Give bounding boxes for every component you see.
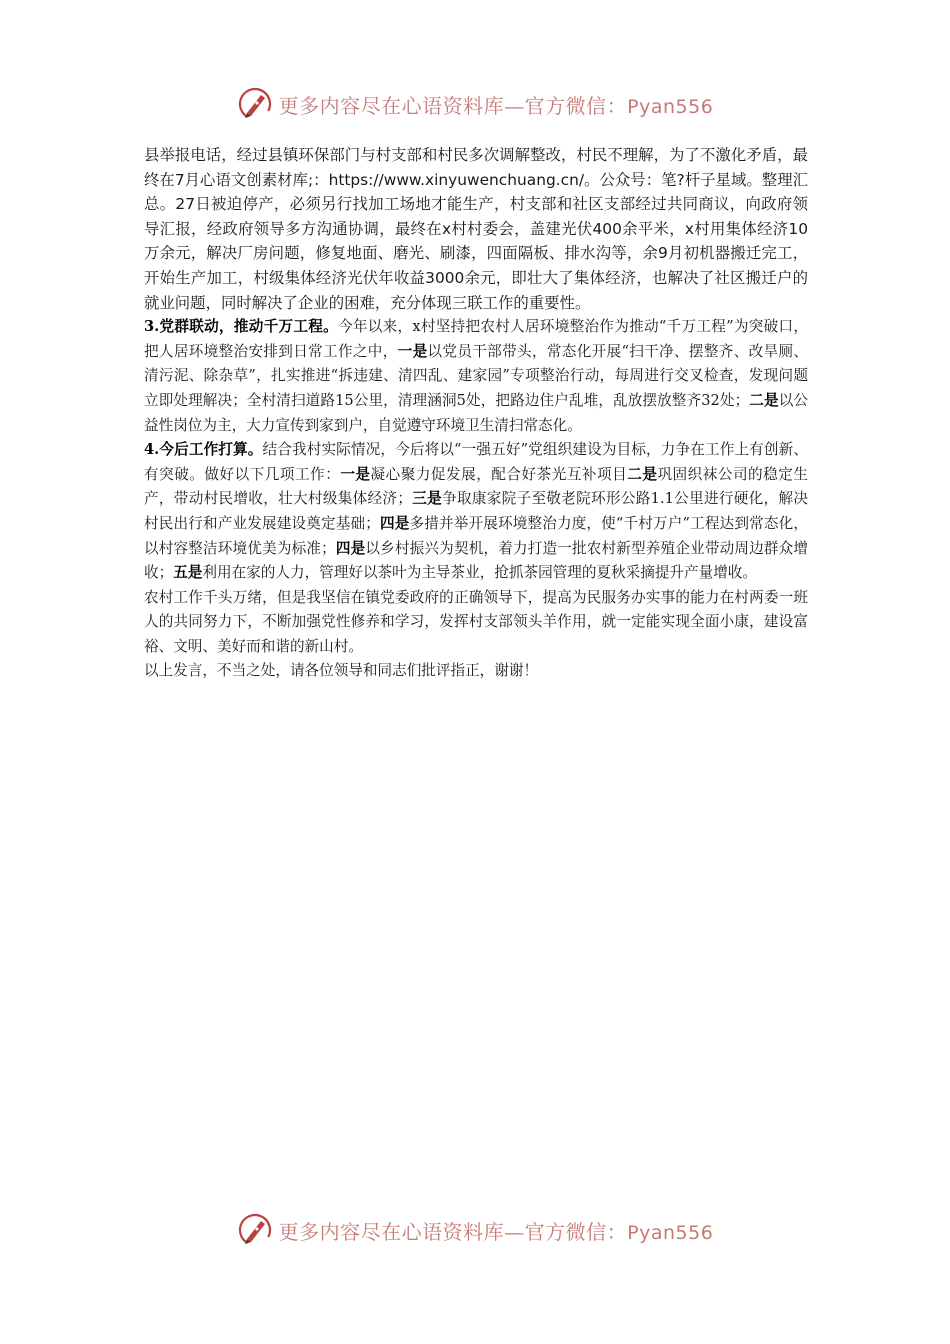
text-run: 巩固织袜公司的稳定生产，带动村民增收，壮大村级集体经济； bbox=[144, 465, 808, 508]
text-run: 争取康家院子至敬老院环形公路1.1公里进行硬化，解决村民出行和产业发展建设奠定基础； bbox=[144, 490, 808, 532]
bold-run: 4.今后工作打算。 bbox=[144, 441, 263, 459]
text-run: 利用在家的人力，管理好以茶叶为主导茶业，抢抓茶园管理的夏秋采摘提升产量增收。 bbox=[202, 564, 757, 582]
bold-run: 一是 bbox=[340, 465, 371, 483]
pen-nib-logo-icon bbox=[237, 86, 273, 122]
bold-run: 二是 bbox=[627, 465, 658, 483]
document-body bbox=[144, 143, 808, 684]
text-run: 以乡村振兴为契机，着力打造一批农村新型养殖企业带动周边群众增收； bbox=[144, 539, 808, 582]
paragraph bbox=[144, 315, 808, 438]
paragraph bbox=[144, 659, 808, 684]
text-run: 凝心聚力促发展，配合好茶光互补项目 bbox=[370, 465, 628, 483]
paragraph bbox=[144, 438, 808, 586]
bold-run: 五是 bbox=[173, 564, 203, 582]
bold-run: 一是 bbox=[397, 342, 428, 360]
bold-run: 四是 bbox=[379, 514, 410, 532]
text-run: 以公益性岗位为主，大力宣传到家到户，自觉遵守环境卫生清扫常态化。 bbox=[144, 391, 808, 434]
text-run: 以上发言，不当之处，请各位领导和同志们批评指正，谢谢！ bbox=[144, 662, 539, 680]
watermark-text: 更多内容尽在心语资料库—官方微信：Pyan556 bbox=[278, 1219, 714, 1244]
text-run: 县举报电话，经过县镇环保部门与村支部和村民多次调解整改，村民不理解，为了不激化矛盾，最终在7月心语文创素材库;：https://www.xinyuwenchuang.cn/。公众号：笔?杆子星域。整理汇总。27日被迫停产，必须另行找加工场地才能生产，村支部和社区支部经过共同商议，向政府领导汇报，经政府领导多方沟通协调，最终在x村村委会，盖建光伏400余平米，x村用集体经济10万余元，解决厂房问题，修复地面、磨光、刷漆，四面隔板、排水沟等，余9月初机器搬迁完工，开始生产加工，村级集体经济光伏年收益3000余元，即壮大了集体经济，也解决了社区搬迁户的就业问题，同时解决了企业的困难，充分体现三联工作的重要性。 bbox=[144, 146, 808, 312]
bold-run: 3.党群联动，推动千万工程。 bbox=[144, 318, 339, 336]
text-run: 以党员干部带头，常态化开展“扫干净、摆整齐、改旱厕、清污泥、除杂草”，扎实推进“拆违建、清四乱、建家园”专项整治行动，每周进行交叉检查，发现问题立即处理解决；全村清扫道路15公里，清理涵洞5处，把路边住户乱堆，乱放摆放整齐32处； bbox=[144, 342, 808, 409]
pen-nib-logo-icon bbox=[237, 1212, 273, 1248]
text-run: 今年以来，x村坚持把农村人居环境整治作为推动“千万工程”为突破口，把人居环境整治安排到日常工作之中， bbox=[144, 318, 808, 360]
bold-run: 二是 bbox=[749, 391, 779, 409]
bold-run: 四是 bbox=[335, 539, 366, 557]
watermark-header bbox=[0, 84, 950, 124]
paragraph bbox=[144, 143, 808, 315]
text-run: 农村工作千头万绪，但是我坚信在镇党委政府的正确领导下，提高为民服务办实事的能力在村两委一班人的共同努力下，不断加强党性修养和学习，发挥村支部领头羊作用，就一定能实现全面小康，建设富裕、文明、美好而和谐的新山村。 bbox=[144, 588, 808, 655]
text-run: 结合我村实际情况，今后将以“一强五好”党组织建设为目标，力争在工作上有创新、有突破。做好以下几项工作： bbox=[144, 441, 808, 483]
text-run: 多措并举开展环境整治力度，使“千村万户”工程达到常态化，以村容整洁环境优美为标准； bbox=[144, 514, 808, 557]
paragraph bbox=[144, 586, 808, 660]
watermark-footer bbox=[0, 1210, 950, 1250]
wechat-id: Pyan556 bbox=[627, 95, 714, 118]
watermark-text: 更多内容尽在心语资料库—官方微信：Pyan556 bbox=[278, 93, 714, 118]
bold-run: 三是 bbox=[411, 490, 443, 508]
wechat-id: Pyan556 bbox=[627, 1221, 714, 1244]
